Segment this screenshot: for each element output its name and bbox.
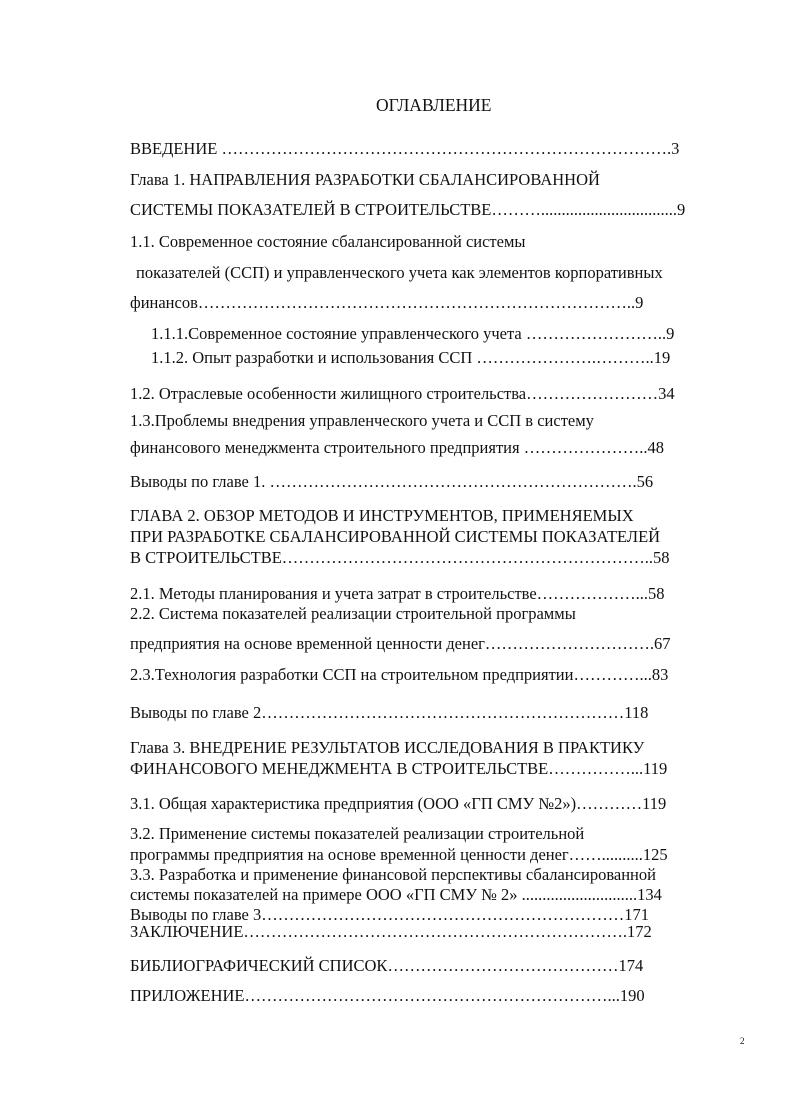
toc-entry-conclusions-1: Выводы по главе 1. ………………………………………………………….56 — [130, 472, 654, 491]
toc-entry-1-1-cont-2: финансов……………………………………………………………………..9 — [130, 293, 644, 312]
toc-entry-3-3: 3.3. Разработка и применение финансовой перспективы сбалансированной — [130, 865, 656, 884]
toc-entry-2-2: 2.2. Система показателей реализации строительной программы — [130, 604, 576, 623]
toc-entry-1-3: 1.3.Проблемы внедрения управленческого учета и ССП в систему — [130, 411, 594, 430]
toc-entry-chapter-1: Глава 1. НАПРАВЛЕНИЯ РАЗРАБОТКИ СБАЛАНСИРОВАННОЙ — [130, 170, 600, 189]
toc-entry-appendix: ПРИЛОЖЕНИЕ…………………………………………………………...190 — [130, 986, 645, 1005]
toc-entry-1-1-2: 1.1.2. Опыт разработки и использования ССП ………………….………..19 — [151, 348, 671, 367]
toc-entry-chapter-1-cont: СИСТЕМЫ ПОКАЗАТЕЛЕЙ В СТРОИТЕЛЬСТВЕ……….................................9 — [130, 200, 686, 219]
toc-entry-conclusion: ЗАКЛЮЧЕНИЕ…………………………………………………………….172 — [130, 922, 652, 941]
toc-entry-conclusions-2: Выводы по главе 2…………………………………………………………118 — [130, 703, 649, 722]
toc-entry-bibliography: БИБЛИОГРАФИЧЕСКИЙ СПИСОК……………………………………174 — [130, 956, 644, 975]
toc-entry-chapter-2-cont-2: В СТРОИТЕЛЬСТВЕ…………………………………………………………..58 — [130, 548, 670, 567]
toc-entry-introduction: ВВЕДЕНИЕ ……………………………………………………………………….3 — [130, 139, 680, 158]
toc-entry-3-2: 3.2. Применение системы показателей реализации строительной — [130, 824, 585, 843]
toc-entry-chapter-3: Глава 3. ВНЕДРЕНИЕ РЕЗУЛЬТАТОВ ИССЛЕДОВАНИЯ В ПРАКТИКУ — [130, 738, 645, 757]
toc-title: ОГЛАВЛЕНИЕ — [376, 95, 492, 115]
toc-entry-chapter-2-cont: ПРИ РАЗРАБОТКЕ СБАЛАНСИРОВАННОЙ СИСТЕМЫ ПОКАЗАТЕЛЕЙ — [130, 527, 661, 546]
toc-entry-2-3: 2.3.Технология разработки ССП на строительном предприятии…………...83 — [130, 665, 669, 684]
toc-entry-2-1: 2.1. Методы планирования и учета затрат в строительстве………………...58 — [130, 584, 665, 603]
toc-entry-2-2-cont: предприятия на основе временной ценности денег………………………….67 — [130, 634, 671, 653]
toc-entry-3-2-cont: программы предприятия на основе временной ценности денег……..........125 — [130, 845, 668, 864]
toc-entry-3-3-cont: системы показателей на примере ООО «ГП СМУ № 2» ............................134 — [130, 885, 662, 904]
toc-entry-1-1-cont: показателей (ССП) и управленческого учета как элементов корпоративных — [136, 263, 663, 282]
toc-entry-3-1: 3.1. Общая характеристика предприятия (ООО «ГП СМУ №2»)…………119 — [130, 794, 667, 813]
toc-entry-conclusions-3: Выводы по главе 3…………………………………………………………171 — [130, 905, 649, 924]
toc-entry-1-1-1: 1.1.1.Современное состояние управленческого учета ……………………..9 — [151, 324, 675, 343]
toc-entry-1-1: 1.1. Современное состояние сбалансированной системы — [130, 232, 526, 251]
toc-entry-1-3-cont: финансового менеджмента строительного предприятия …………………..48 — [130, 438, 664, 457]
page-number: 2 — [740, 1036, 745, 1046]
toc-entry-chapter-2: ГЛАВА 2. ОБЗОР МЕТОДОВ И ИНСТРУМЕНТОВ, ПРИМЕНЯЕМЫХ — [130, 506, 634, 525]
toc-entry-chapter-3-cont: ФИНАНСОВОГО МЕНЕДЖМЕНТА В СТРОИТЕЛЬСТВЕ……………...119 — [130, 759, 668, 778]
toc-entry-1-2: 1.2. Отраслевые особенности жилищного строительства……………………34 — [130, 384, 675, 403]
